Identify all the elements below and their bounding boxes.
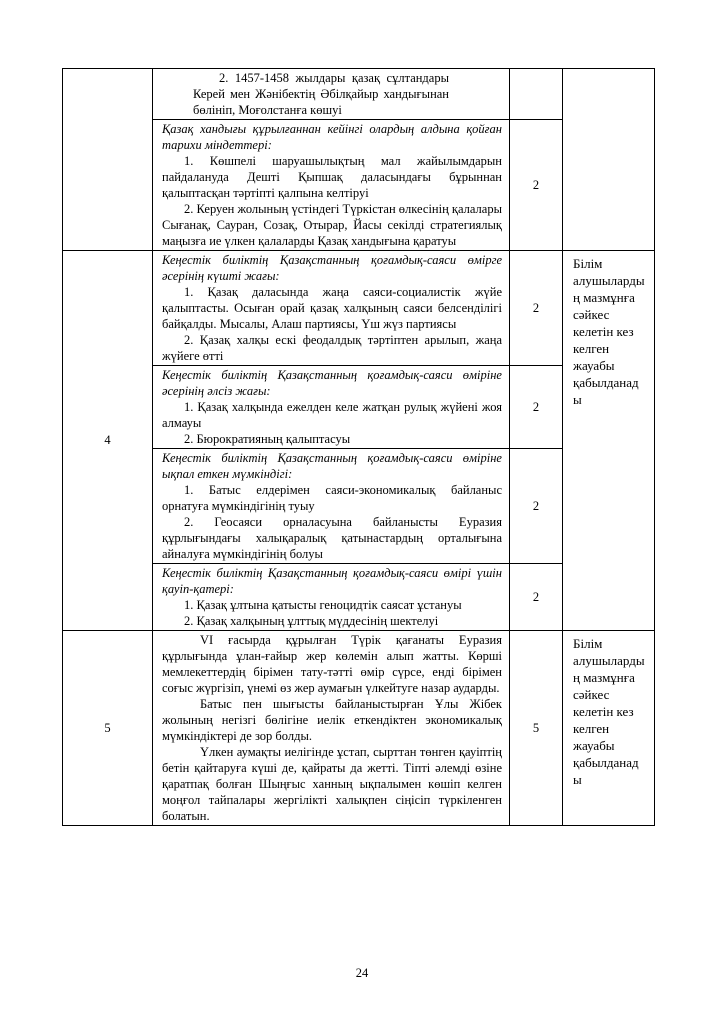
answer-cell (153, 251, 563, 631)
task-number-cell: 4 (63, 251, 153, 631)
score-cell: 2 (510, 366, 563, 449)
answer-heading: Қазақ хандығы құрылғаннан кейінгі олардың алдына қойған тарихи міндеттері: (162, 122, 502, 152)
table-row (63, 69, 655, 251)
answer-item (153, 120, 562, 251)
answer-heading: Кеңестік биліктің Қазақстанның қоғамдық-саяси өмірі үшін қауіп-қатері: (162, 566, 502, 596)
answer-item (153, 69, 562, 120)
answer-line: 2. 1457-1458 жылдары қазақ сұлтандары Керей мен Жәнібектің Әбілқайыр хандығынан бөлініп, Моғолстанға көшуі (193, 71, 449, 117)
answer-item (153, 251, 562, 366)
score-cell: 2 (510, 449, 563, 564)
answer-table-page (62, 68, 654, 826)
answer-heading: Кеңестік биліктің Қазақстанның қоғамдық-саяси өміріне ықпал еткен мүмкіндігі: (162, 451, 502, 481)
page-number: 24 (355, 966, 369, 980)
score-cell: 5 (510, 631, 563, 825)
answer-line: 2. Керуен жолының үстіндегі Түркістан өлкесінің қалалары Сығанақ, Сауран, Созақ, Отырар, Йасы секілді стратегиялық маңызға ие үлкен қалаларды Қазақ хандығына қаратуы (162, 202, 502, 248)
answer-table (62, 68, 655, 826)
answer-paragraph: Батыс пен шығысты байланыстырған Ұлы Жібек жолының негізгі бөлігіне иелік еткендіктен экономикалық мүмкіндіктері де зор болды. (162, 697, 502, 743)
answer-cell (153, 631, 563, 826)
answer-line: 2. Геосаяси орналасуына байланысты Еуразия құрлығындағы халықаралық қатынастардың орталығына айналуға мүмкіндігінің болуы (162, 515, 502, 561)
table-row (63, 251, 655, 631)
score-cell: 2 (510, 251, 563, 366)
answer-item (153, 449, 562, 564)
score-cell: 2 (510, 564, 563, 631)
task-number-cell: 5 (63, 631, 153, 826)
task-number-cell (63, 69, 153, 251)
answer-line: 2. Қазақ халқының ұлттық мүддесінің шектелуі (184, 614, 439, 628)
answer-paragraph: VI ғасырда құрылған Түрік қағанаты Еуразия құрлығында ұлан-ғайыр жер көлемін алып жатты. Көрші мемлекеттердің бірімен тату-тәтті өмір сүрсе, енді бірімен соғыс жүргізіп, үнемі өз жер аумағын үлкейтуге назар аударды. (162, 633, 502, 695)
answer-heading: Кеңестік биліктің Қазақстанның қоғамдық-саяси өміріне әсерінің әлсіз жағы: (162, 368, 502, 398)
answer-line: 1. Қазақ ұлтына қатысты геноцидтік саясат ұстануы (184, 598, 462, 612)
answer-item (153, 564, 562, 631)
answer-heading: Кеңестік биліктің Қазақстанның қоғамдық-саяси өмірге әсерінің күшті жағы: (162, 253, 502, 283)
answer-cell (153, 69, 563, 251)
table-row (63, 631, 655, 826)
score-cell: 2 (510, 120, 563, 251)
answer-paragraph: Үлкен аумақты иелігінде ұстап, сырттан төнген қауіптің бетін қайтаруға күші де, қайраты да жетті. Тіпті әлемді өзіне қаратпақ болған Шыңғыс ханның ықпалымен көшіп келген моңғол тайпалары жергілікті халықпен сіңісіп түркіленген болатын. (162, 745, 502, 823)
answer-line: 1. Батыс елдерімен саяси-экономикалық байланыс орнатуға мүмкіндігінің туыу (162, 483, 502, 513)
score-cell (510, 69, 563, 120)
answer-line: 2. Бюрократияның қалыптасуы (184, 432, 351, 446)
answer-item (153, 631, 562, 825)
result-cell (563, 69, 655, 251)
answer-item (153, 366, 562, 449)
answer-line: 1. Көшпелі шаруашылықтың мал жайылымдарын пайдалануда Дешті Қыпшақ даласындағы бұрыннан қалыптасқан тәртіпті қалпына келтіруі (162, 154, 502, 200)
result-cell: Білім алушыларды ң мазмұнға сәйкес келетін кез келген жауабы қабылданад ы (563, 631, 655, 826)
answer-line: 2. Қазақ халқы ескі феодалдық тәртіптен арылып, жаңа жүйеге өтті (162, 333, 502, 363)
result-cell: Білім алушыларды ң мазмұнға сәйкес келетін кез келген жауабы қабылданад ы (563, 251, 655, 631)
answer-line: 1. Қазақ халқында ежелден келе жатқан рулық жүйені жоя алмауы (162, 400, 502, 430)
answer-line: 1. Қазақ даласында жаңа саяси-социалистік жүйе қалыптасты. Осыған орай қазақ халқының саяси белсенділігі байқалды. Мысалы, Алаш партиясы, Үш жүз партиясы (162, 285, 502, 331)
